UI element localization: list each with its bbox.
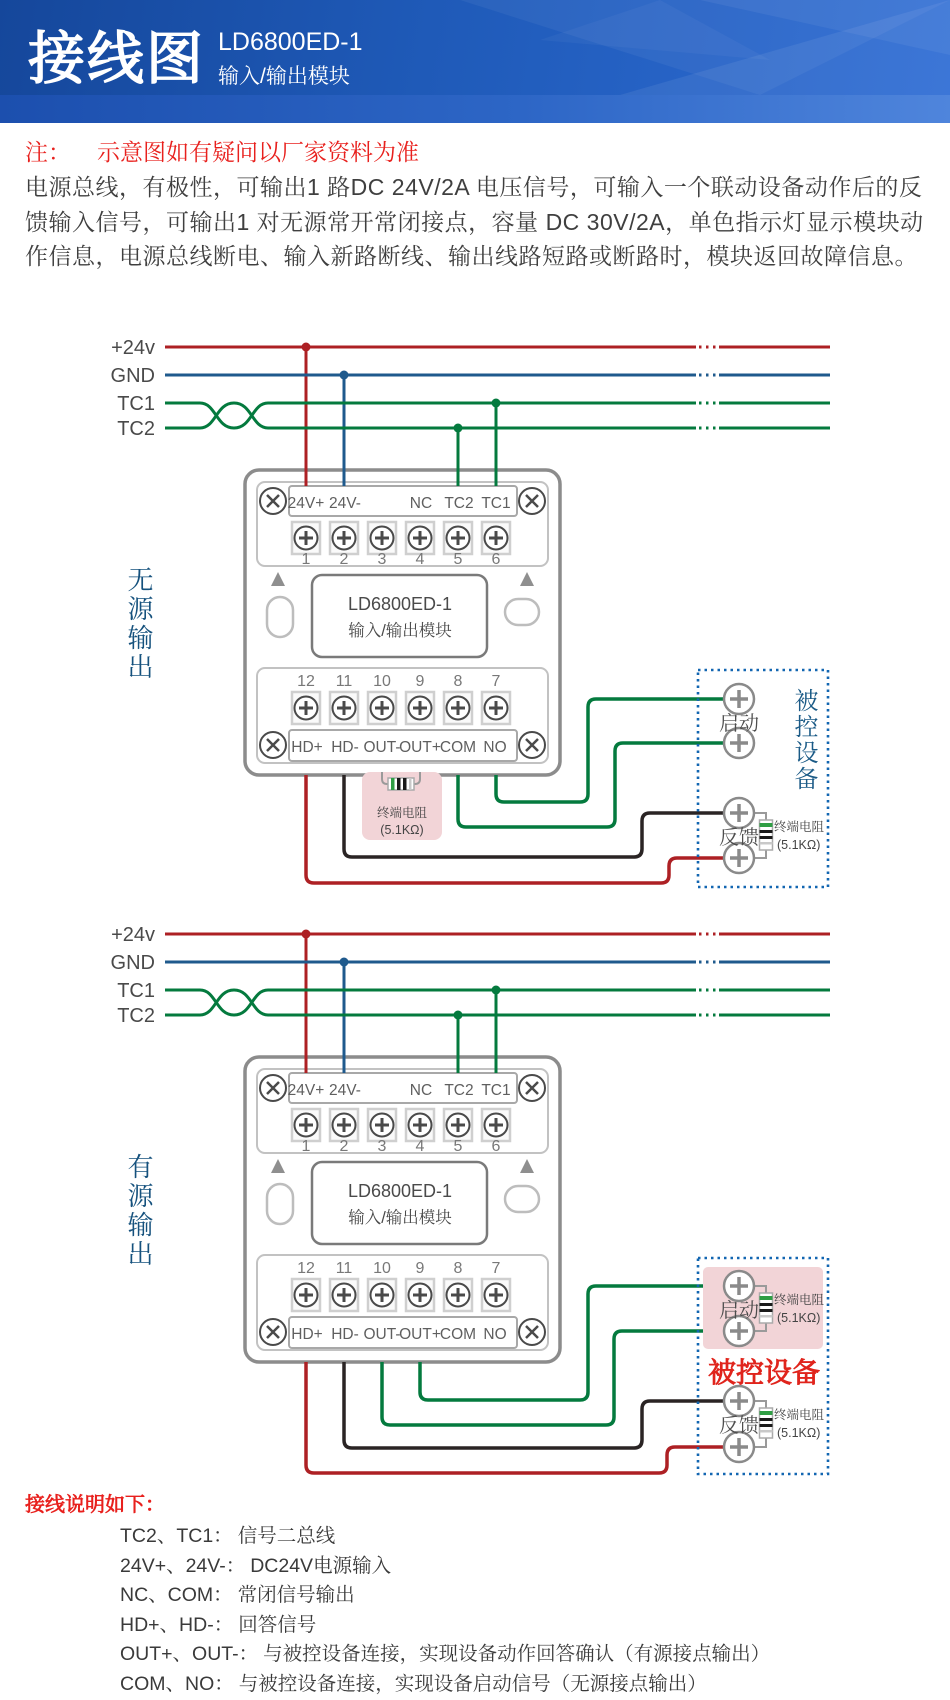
io-module-passive	[245, 470, 560, 775]
start-terminal-label: 启动	[719, 713, 759, 735]
diagram1-side-label: 无源输出	[124, 566, 154, 682]
legend-terms: HD+、HD-：	[120, 1613, 234, 1636]
page-title: 接线图	[28, 27, 205, 91]
start-terminal-label: 启动	[719, 1300, 759, 1322]
legend-item	[120, 1552, 770, 1582]
bus-diagram2	[111, 924, 830, 1073]
io-module-active	[245, 1057, 560, 1362]
device1-title: 被控设备	[790, 688, 817, 792]
terminal-resistor-box	[362, 772, 442, 840]
model-number: LD6800ED-1	[218, 28, 363, 56]
module-description: 电源总线，有极性，可输出1 路DC 24V/2A 电压信号，可输入一个联动设备动作后的反馈输入信号，可输出1 对无源常开常闭接点，容量 DC 30V/2A，单色指示灯显示模块动作信息，电源总线断电、输入新路断线、输出线路短路或断路时，模块返回故障信息。	[25, 174, 924, 269]
note-prefix: 注：	[25, 139, 71, 165]
legend-terms: TC2、TC1：	[120, 1525, 233, 1547]
warning-note	[25, 134, 419, 167]
wires-black-d2	[344, 1362, 725, 1448]
resistor-label: 终端电阻	[774, 1408, 825, 1422]
banner-strip-decoration	[0, 95, 950, 123]
diagram2-side-label: 有源输出	[124, 1153, 154, 1269]
legend-item	[120, 1640, 770, 1670]
resistor-value: (5.1KΩ)	[777, 1311, 821, 1325]
device2-title: 被控设备	[707, 1357, 820, 1388]
feedback-terminal-label: 反馈	[719, 1415, 759, 1437]
legend-terms: OUT+、OUT-：	[120, 1643, 259, 1666]
legend-item	[120, 1522, 770, 1552]
legend-desc: 常闭信号输出	[237, 1584, 355, 1607]
resistor-label: 终端电阻	[376, 806, 428, 820]
resistor-label: 终端电阻	[774, 1293, 825, 1307]
module-type-subtitle: 输入/输出模块	[218, 65, 350, 88]
legend-heading: 接线说明如下：	[25, 1494, 165, 1516]
legend-desc: DC24V电源输入	[250, 1554, 392, 1577]
legend-item	[120, 1581, 770, 1611]
legend-desc: 与被控设备连接，实现设备启动信号（无源接点输出）	[238, 1672, 707, 1695]
wires-red-d2	[306, 1362, 725, 1473]
legend-item	[120, 1611, 770, 1641]
legend-terms: COM、NO：	[120, 1672, 234, 1695]
legend-list	[120, 1522, 770, 1700]
resistor-value: (5.1KΩ)	[380, 823, 424, 837]
resistor-value: (5.1KΩ)	[777, 1426, 821, 1440]
bus-diagram1	[111, 337, 830, 486]
note-text: 示意图如有疑问以厂家资料为准	[97, 139, 419, 165]
legend-desc: 回答信号	[238, 1613, 317, 1636]
wiring-diagram-canvas	[0, 300, 950, 1495]
legend-desc: 信号二总线	[237, 1525, 336, 1547]
resistor-value: (5.1KΩ)	[777, 838, 821, 852]
feedback-terminal-label: 反馈	[719, 827, 759, 849]
legend-terms: NC、COM：	[120, 1584, 233, 1607]
legend-terms: 24V+、24V-：	[120, 1554, 246, 1577]
legend-desc: 与被控设备连接，实现设备动作回答确认（有源接点输出）	[263, 1643, 771, 1666]
resistor-label: 终端电阻	[774, 820, 825, 834]
legend-item	[120, 1670, 770, 1700]
